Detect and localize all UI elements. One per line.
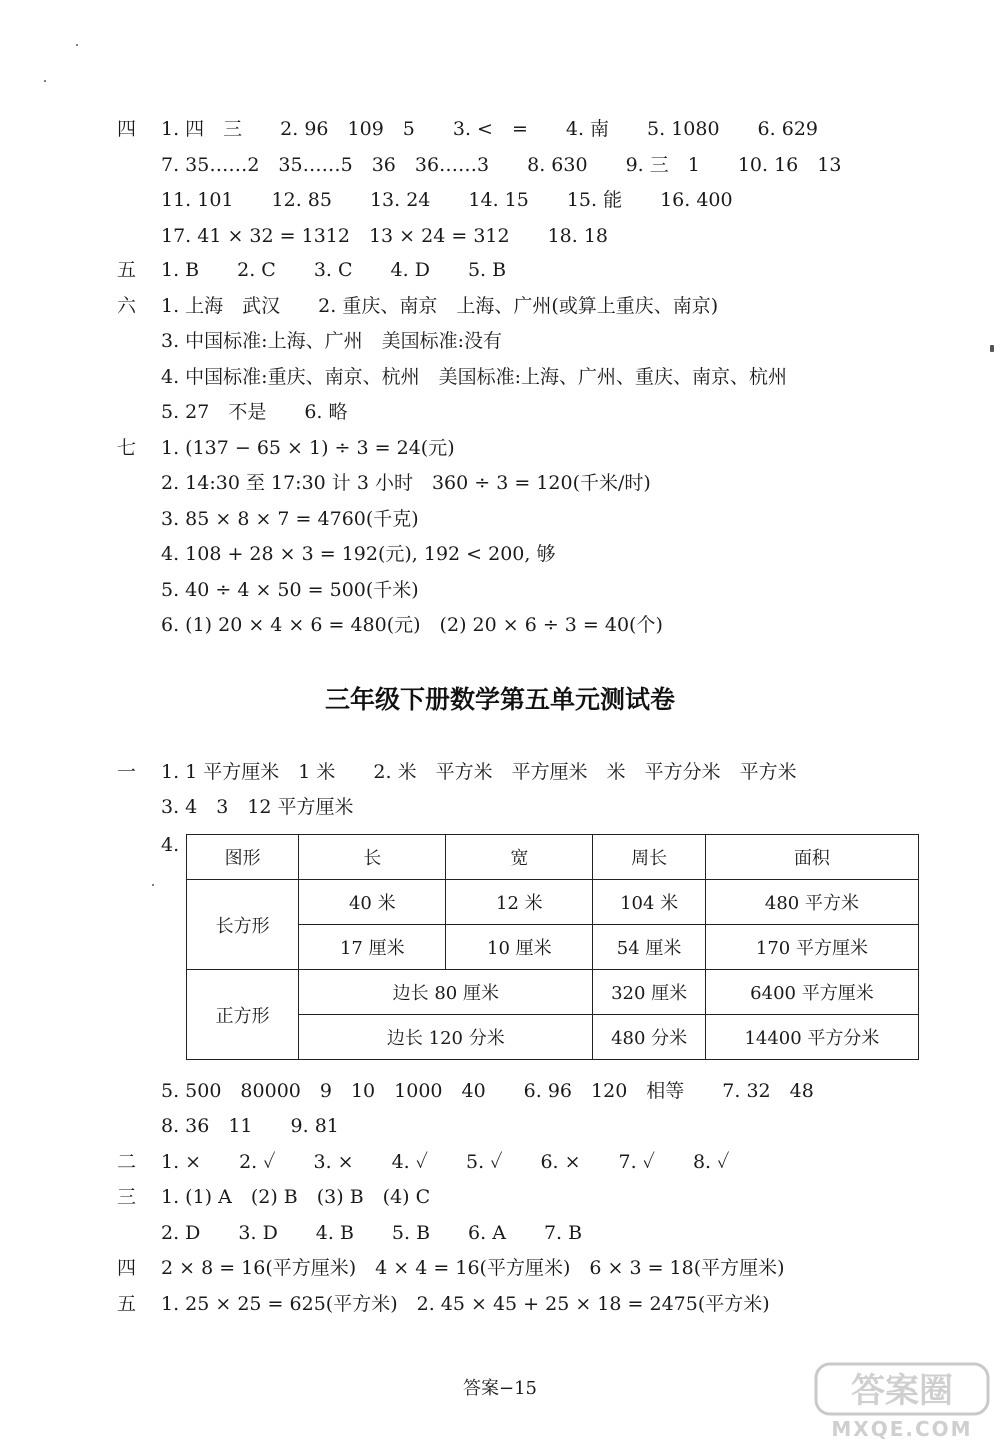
table-cell: 边长 80 厘米 (299, 970, 593, 1015)
part-3-line-2: 2. D 3. D 4. B 5. B 6. A 7. B (161, 1222, 583, 1244)
section-4-line-4: 17. 41 × 32 = 1312 13 × 24 = 312 18. 18 (161, 225, 609, 247)
table-row (187, 880, 919, 925)
watermark-title: 答案圈 (851, 1371, 953, 1411)
table-cell: 10 厘米 (446, 925, 593, 970)
part-1-line-5: 5. 500 80000 9 10 1000 40 6. 96 120 相等 7. 32 48 (161, 1080, 814, 1102)
part-1-line-6: 8. 36 11 9. 81 (161, 1115, 339, 1137)
page-number: 答案−15 (463, 1378, 537, 1399)
table-header-row (187, 835, 919, 880)
table-header-cell: 图形 (187, 835, 299, 880)
section-7-line-6: 6. (1) 20 × 4 × 6 = 480(元) (2) 20 × 6 ÷ 3 = 40(个) (161, 614, 663, 636)
table-header-cell: 面积 (705, 835, 918, 880)
part-1-line-1: 1. 1 平方厘米 1 米 2. 米 平方米 平方厘米 米 平方分米 平方米 (161, 761, 797, 783)
part-2-label: 二 (117, 1151, 137, 1173)
section-4-line-2: 7. 35……2 35……5 36 36……3 8. 630 9. 三 1 10. 16 13 (161, 154, 842, 176)
section-7-label: 七 (117, 437, 137, 459)
part-3-line-1: 1. (1) A (2) B (3) B (4) C (161, 1186, 431, 1208)
part-3-label: 三 (117, 1186, 137, 1208)
section-4-line-1: 1. 四 三 2. 96 109 5 3. < = 4. 南 5. 1080 6. 629 (161, 118, 818, 140)
table-cell: 480 平方米 (705, 880, 918, 925)
section-4-label: 四 (117, 118, 137, 140)
table-header-cell: 周长 (593, 835, 706, 880)
table-cell: 480 分米 (593, 1015, 706, 1060)
section-6-line-3: 4. 中国标准:重庆、南京、杭州 美国标准:上海、广州、重庆、南京、杭州 (161, 366, 787, 388)
part-4-label: 四 (117, 1257, 137, 1279)
scan-speck (44, 80, 46, 82)
section-7-line-3: 3. 85 × 8 × 7 = 4760(千克) (161, 508, 419, 530)
part-1-item-4-label: 4. (161, 834, 180, 856)
part-1-line-2: 3. 4 3 12 平方厘米 (161, 796, 354, 818)
table-cell: 104 米 (593, 880, 706, 925)
table-cell: 6400 平方厘米 (705, 970, 918, 1015)
section-7-line-2: 2. 14:30 至 17:30 计 3 小时 360 ÷ 3 = 120(千米/时) (161, 472, 651, 494)
scan-speck (76, 44, 78, 46)
scan-speck (990, 345, 994, 352)
table-cell: 17 厘米 (299, 925, 446, 970)
table-cell: 12 米 (446, 880, 593, 925)
table-cell: 40 米 (299, 880, 446, 925)
section-6-line-4: 5. 27 不是 6. 略 (161, 401, 348, 423)
section-4-line-3: 11. 101 12. 85 13. 24 14. 15 15. 能 16. 400 (161, 189, 733, 211)
part-5-line: 1. 25 × 25 = 625(平方米) 2. 45 × 45 + 25 × 18 = 2475(平方米) (161, 1293, 770, 1315)
table-cell-shape-square: 正方形 (187, 970, 299, 1060)
section-7-line-5: 5. 40 ÷ 4 × 50 = 500(千米) (161, 579, 419, 601)
section-5-line-1: 1. B 2. C 3. C 4. D 5. B (161, 259, 507, 281)
part-2-line: 1. × 2. ✓ 3. × 4. ✓ 5. ✓ 6. × 7. ✓ 8. ✓ (161, 1151, 730, 1173)
part-5-label: 五 (117, 1293, 137, 1315)
watermark-domain: MXQE.COM (831, 1417, 973, 1441)
section-6-label: 六 (117, 295, 137, 317)
scan-speck (152, 884, 154, 886)
rectangle-square-table (186, 834, 919, 1060)
table-header-cell: 长 (299, 835, 446, 880)
part-4-line: 2 × 8 = 16(平方厘米) 4 × 4 = 16(平方厘米) 6 × 3 = 18(平方厘米) (161, 1257, 785, 1279)
section-6-line-1: 1. 上海 武汉 2. 重庆、南京 上海、广州(或算上重庆、南京) (161, 295, 719, 317)
section-7-line-4: 4. 108 + 28 × 3 = 192(元), 192 < 200, 够 (161, 543, 556, 565)
table-cell: 170 平方厘米 (705, 925, 918, 970)
table-cell: 54 厘米 (593, 925, 706, 970)
table-header-cell: 宽 (446, 835, 593, 880)
test-title: 三年级下册数学第五单元测试卷 (324, 685, 675, 714)
part-1-label: 一 (117, 761, 137, 783)
section-5-label: 五 (117, 259, 137, 281)
watermark-logo (812, 1360, 992, 1442)
table-cell-shape-rectangle: 长方形 (187, 880, 299, 970)
table-cell: 14400 平方分米 (705, 1015, 918, 1060)
table-row (187, 970, 919, 1015)
section-7-line-1: 1. (137 − 65 × 1) ÷ 3 = 24(元) (161, 437, 455, 459)
section-6-line-2: 3. 中国标准:上海、广州 美国标准:没有 (161, 330, 502, 352)
table-cell: 320 厘米 (593, 970, 706, 1015)
table-cell: 边长 120 分米 (299, 1015, 593, 1060)
